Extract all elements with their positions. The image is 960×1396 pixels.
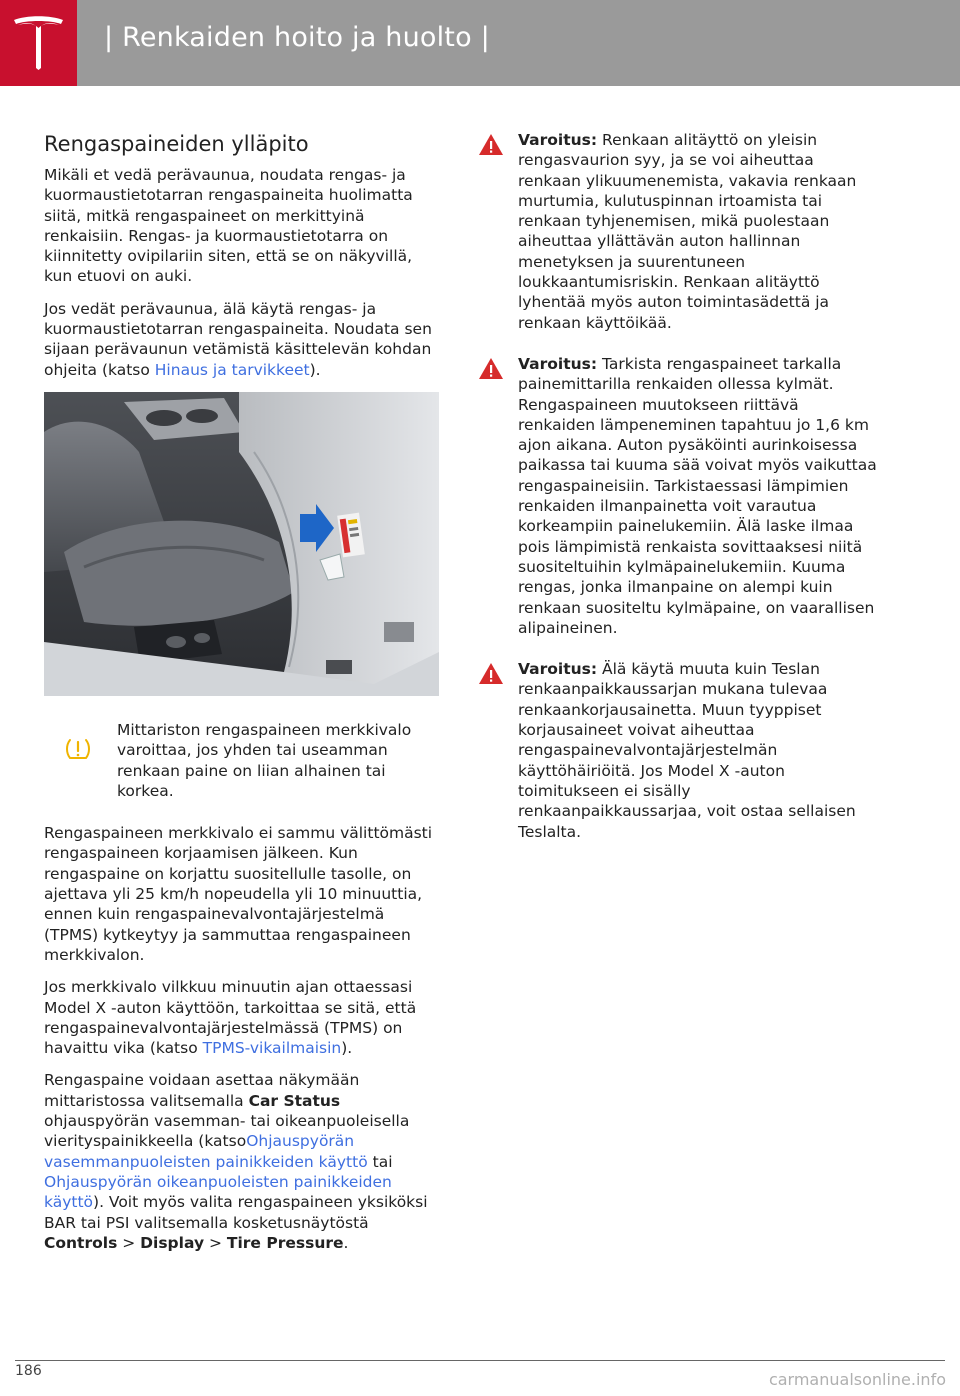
warning-text: Varoitus: Renkaan alitäyttö on yleisin rengasvaurion syy, ja se voi aiheuttaa renkaan ylikuumenemista, vakavia renkaan murtumia, kulutuspinnan irtoamista tai renkaan tyhjenemisen, mikä puolestaan aiheuttaa yllättävän auton hallinnan menetyksen ja suurentuneen loukkaantumisriskin. Renkaan alitäyttö lyhentää myös auton toimintasädettä ja renkaan käyttöikää. <box>518 131 857 332</box>
paragraph-reset: Rengaspaineen merkkivalo ei sammu välittömästi rengaspaineen korjaamisen jälkeen. Kun rengaspaine on korjattu suositellulle tasolle, on ajettava yli 25 km/h nopeudella yli 10 minuuttia, ennen kuin rengaspainevalvontajärjestelmä (TPMS) kytkeytyy ja sammuttaa rengaspaineen merkkivalon. <box>44 824 433 964</box>
brand-logo <box>0 0 77 86</box>
page-number: 186 <box>15 1363 42 1379</box>
indicator-text: Mittariston rengaspaineen merkkivalo varoittaa, jos yhden tai useamman renkaan paine on liian alhainen tai korkea. <box>117 720 412 800</box>
warning-triangle-icon <box>478 133 504 156</box>
link-right-buttons[interactable]: Ohjauspyörän oikeanpuoleisten painikkeiden käyttö <box>44 1172 392 1212</box>
watermark: carmanualsonline.info <box>768 1370 946 1389</box>
warning-block <box>478 659 878 842</box>
tesla-logo-icon <box>12 16 65 70</box>
page-header-title: | Renkaiden hoito ja huolto | <box>104 22 490 53</box>
paragraph-fault: Jos merkkivalo vilkkuu minuutin ajan ottaessasi Model X -auton käyttöön, tarkoittaa se sitä, että rengaspainevalvontajärjestelmässä (TPMS) on havaittu vika (katso TPMS-vikailmaisin). <box>44 978 417 1058</box>
warning-text: Varoitus: Tarkista rengaspaineet tarkalla painemittarilla renkaiden ollessa kylmät. Rengaspaineen muutokseen riittävä renkaiden lämpeneminen tapahtuu jo 1,6 km ajon aikana. Auton pysäköinti aurinkoisessa paikassa tai kuuma sää voivat myös vaikuttaa rengaspaineisiin. Tarkistaessasi lämpimien renkaiden ilmanpainetta voit varautua korkeampiin painelukemiin. Älä laske ilmaa pois lämpimistä renkaista sovittaaksesi niitä suositeltuihin kylmäpainelukemiin. Kuuma rengas, jonka ilmanpaine on alempi kuin renkaan suositeltu kylmäpaine, on vaarallisen alipaineinen. <box>518 354 877 637</box>
right-column <box>478 130 878 863</box>
warning-block <box>478 354 878 638</box>
tpms-indicator-note <box>44 720 439 801</box>
link-hinaus[interactable]: Hinaus ja tarvikkeet <box>154 360 310 379</box>
door-pillar-label-photo <box>44 392 439 696</box>
tpms-warning-light-icon <box>65 737 91 761</box>
warning-triangle-icon <box>478 662 504 685</box>
warning-triangle-icon <box>478 357 504 380</box>
paragraph-display: Rengaspaine voidaan asettaa näkymään mittaristossa valitsemalla Car Status ohjauspyörän vasemman- tai oikeanpuoleisella vierityspainikkeella (katsoOhjauspyörän vasemmanpuoleisten painikkeiden käyttö tai Ohjauspyörän oikeanpuoleisten painikkeiden käyttö). Voit myös valita rengaspaineen yksiköksi BAR tai PSI valitsemalla kosketusnäytöstä Controls > Display > Tire Pressure. <box>44 1071 428 1252</box>
link-left-buttons[interactable]: Ohjauspyörän vasemmanpuoleisten painikkeiden käyttö <box>44 1132 368 1171</box>
paragraph-intro: Mikäli et vedä perävaunua, noudata rengas- ja kuormaustietotarran rengaspaineita huolimatta siitä, mitkä rengaspaineet on merkittyinä renkaisiin. Rengas- ja kuormaustietotarra on kiinnitetty ovipilariin siten, että se on näkyvillä, kun etuovi on auki. <box>44 166 413 286</box>
left-column <box>44 130 439 1265</box>
warning-block <box>478 130 878 333</box>
footer-divider <box>15 1360 945 1361</box>
page-header <box>0 0 960 86</box>
section-heading: Rengaspaineiden ylläpito <box>44 132 309 156</box>
warning-text: Varoitus: Älä käytä muuta kuin Teslan renkaanpaikkaussarjan mukana tulevaa renkaankorjausainetta. Muun tyyppiset korjausaineet voivat aiheuttaa rengaspainevalvontajärjestelmän käyttöhäiriöitä. Jos Model X -auton toimitukseen ei sisälly renkaanpaikkaussarjaa, voit ostaa sellaisen Teslalta. <box>518 660 856 841</box>
paragraph-towing: Jos vedät perävaunua, älä käytä rengas- ja kuormaustietotarran rengaspaineita. Noudata sen sijaan perävaunun vetämistä käsittelevän kohdan ohjeita (katso Hinaus ja tarvikkeet). <box>44 299 432 379</box>
link-tpms-vikailmaisin[interactable]: TPMS-vikailmaisin <box>202 1039 342 1058</box>
